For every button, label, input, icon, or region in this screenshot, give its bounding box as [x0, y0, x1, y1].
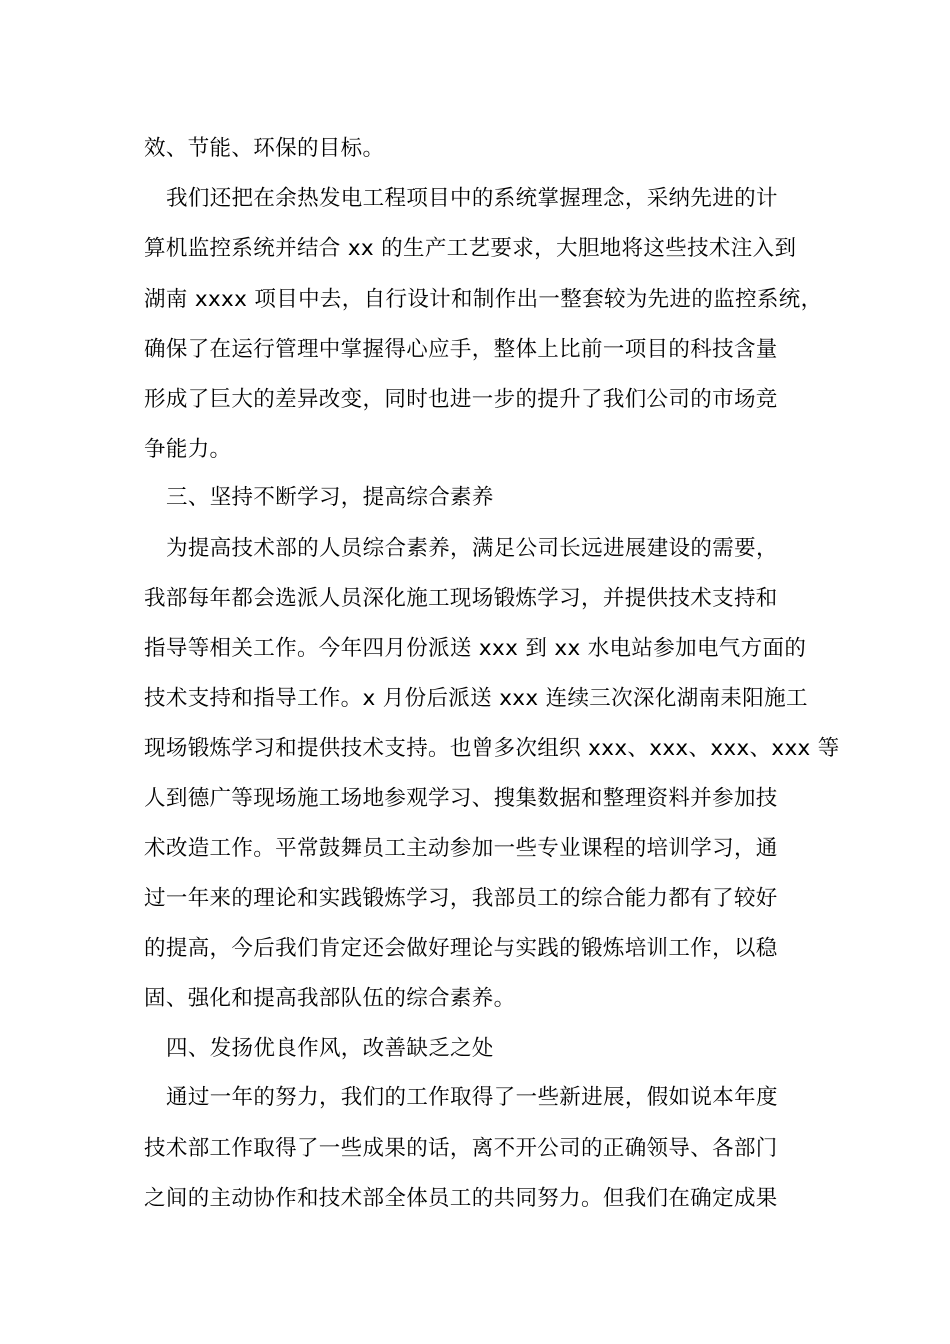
paragraph-line: 技术部工作取得了一些成果的话，离不开公司的正确领导、各部门 — [144, 1136, 778, 1161]
paragraph-line: 为提高技术部的人员综合素养，满足公司长远进展建设的需要， — [166, 536, 778, 561]
paragraph-line: 固、强化和提高我部队伍的综合素养。 — [144, 986, 516, 1011]
paragraph-line: 过一年来的理论和实践锻炼学习，我部员工的综合能力都有了较好 — [144, 886, 778, 911]
paragraph-line: 我部每年都会选派人员深化施工现场锻炼学习，并提供技术支持和 — [144, 586, 778, 611]
paragraph-line: 技术支持和指导工作。x 月份后派送 xxx 连续三次深化湖南耒阳施工 — [144, 686, 808, 711]
paragraph-line: 效、节能、环保的目标。 — [144, 136, 385, 161]
paragraph-line: 争能力。 — [144, 437, 232, 462]
paragraph-line: 之间的主动协作和技术部全体员工的共同努力。但我们在确定成果 — [144, 1186, 778, 1211]
paragraph-line: 算机监控系统并结合 xx 的生产工艺要求，大胆地将这些技术注入到 — [144, 236, 797, 261]
section-heading: 四、发扬优良作风，改善缺乏之处 — [166, 1036, 494, 1061]
paragraph-line: 形成了巨大的差异改变，同时也进一步的提升了我们公司的市场竞 — [144, 387, 778, 412]
section-heading: 三、坚持不断学习，提高综合素养 — [166, 485, 494, 510]
paragraph-line: 现场锻炼学习和提供技术支持。也曾多次组织 xxx、xxx、xxx、xxx 等 — [144, 736, 840, 761]
paragraph-line: 的提高，今后我们肯定还会做好理论与实践的锻炼培训工作，以稳 — [144, 936, 778, 961]
paragraph-line: 指导等相关工作。今年四月份派送 xxx 到 xx 水电站参加电气方面的 — [144, 636, 807, 661]
paragraph-line: 通过一年的努力，我们的工作取得了一些新进展，假如说本年度 — [166, 1085, 778, 1110]
paragraph-line: 湖南 xxxx 项目中去，自行设计和制作出一整套较为先进的监控系统， — [144, 287, 823, 312]
paragraph-line: 我们还把在余热发电工程项目中的系统掌握理念，采纳先进的计 — [166, 186, 778, 211]
paragraph-line: 确保了在运行管理中掌握得心应手，整体上比前一项目的科技含量 — [144, 337, 778, 362]
paragraph-line: 术改造工作。平常鼓舞员工主动参加一些专业课程的培训学习，通 — [144, 836, 778, 861]
paragraph-line: 人到德广等现场施工场地参观学习、搜集数据和整理资料并参加技 — [144, 786, 778, 811]
